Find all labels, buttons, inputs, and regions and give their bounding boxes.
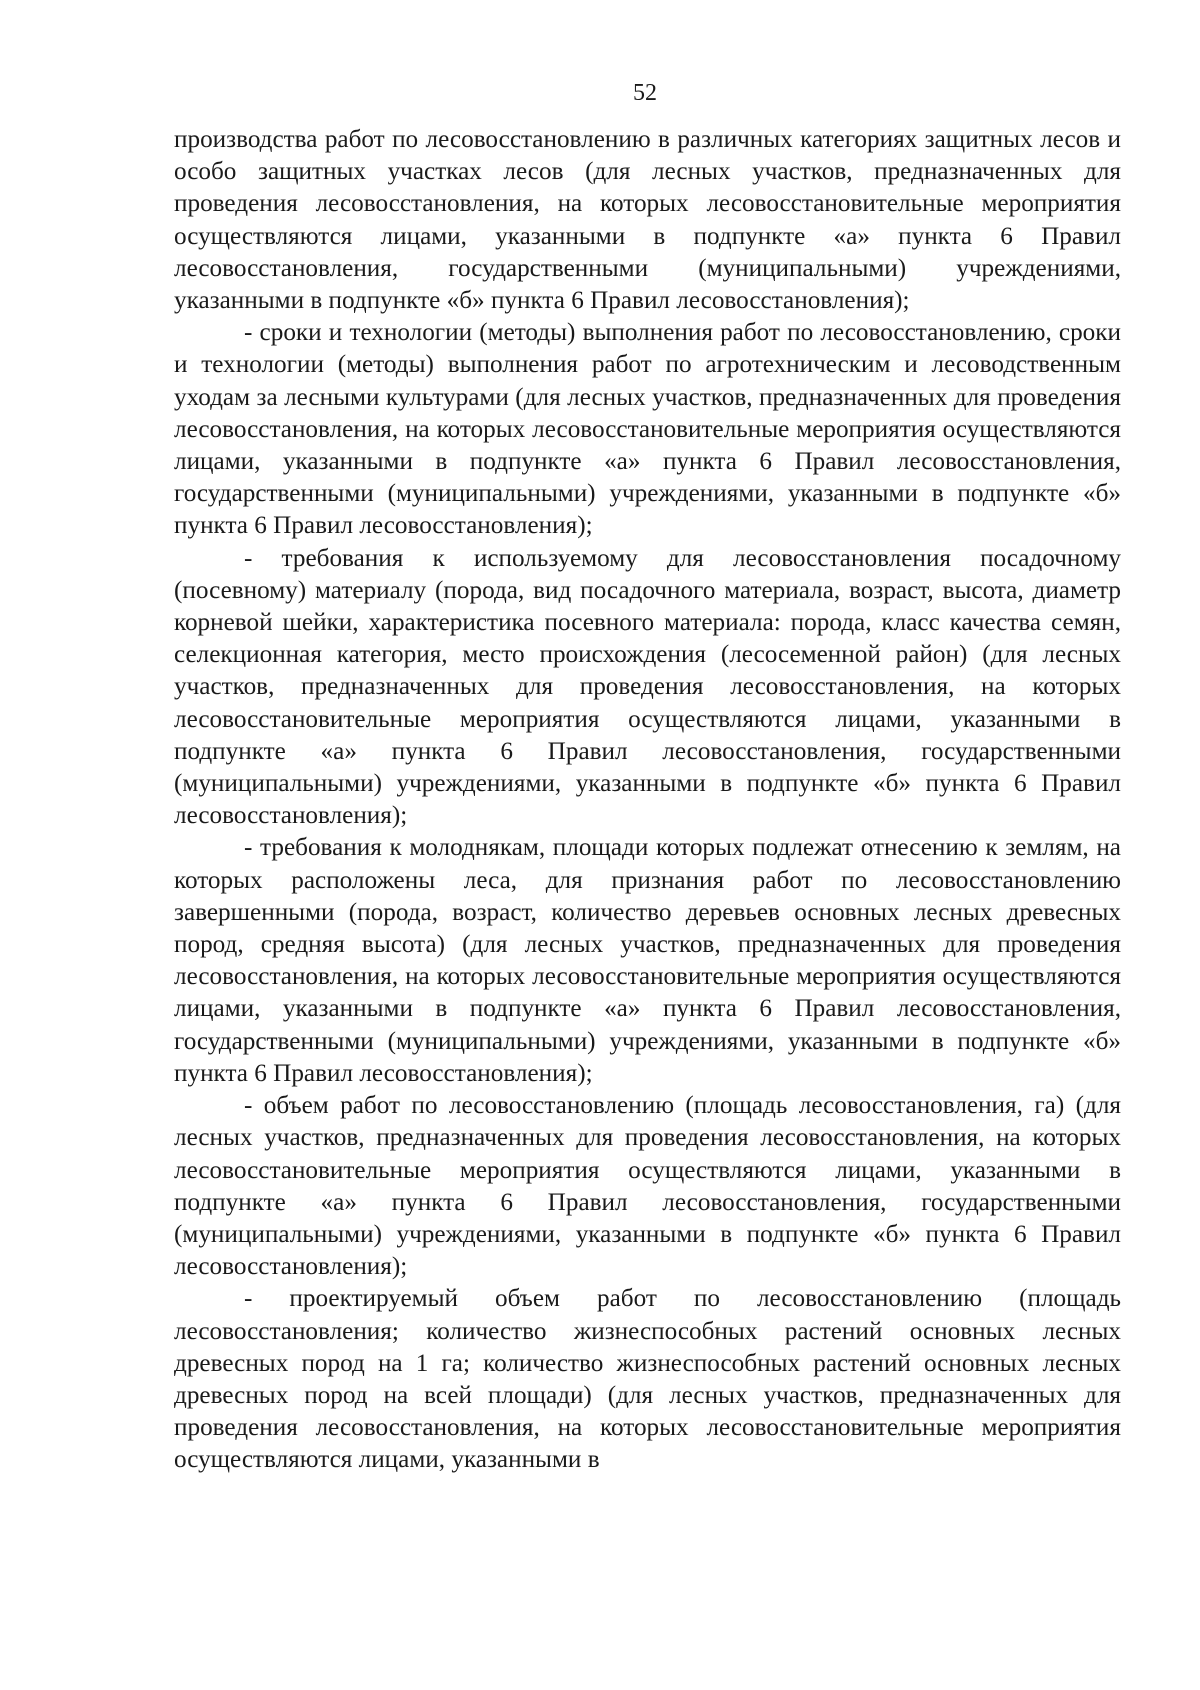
paragraph-planting-material-requirements: - требования к используемому для лесовосстановления посадочному (посевному) материалу (порода, вид посадочного материала, возраст, высота, диаметр корневой шейки, характеристика посевного материала: порода, класс качества семян, селекционная категория, место происхождения (лесосеменной район) (для лесных участков, предназначенных для проведения лесовосстановления, на которых лесовосстановительные мероприятия осуществляются лицами, указанными в подпункте «а» пункта 6 Правил лесовосстановления, государственными (муниципальными) учреждениями, указанными в подпункте «б» пункта 6 Правил лесовосстановления); xyxy=(174,544,1121,830)
document-body xyxy=(174,124,1121,1477)
paragraph-deadlines-technologies: - сроки и технологии (методы) выполнения работ по лесовосстановлению, сроки и технологии (методы) выполнения работ по агротехническим и лесоводственным уходам за лесными культурами (для лесных участков, предназначенных для проведения лесовосстановления, на которых лесовосстановительные мероприятия осуществляются лицами, указанными в подпункте «а» пункта 6 Правил лесовосстановления, государственными (муниципальными) учреждениями, указанными в подпункте «б» пункта 6 Правил лесовосстановления); xyxy=(174,319,1121,540)
paragraph-young-stand-requirements: - требования к молоднякам, площади которых подлежат отнесению к землям, на которых расположены леса, для признания работ по лесовосстановлению завершенными (порода, возраст, количество деревьев основных лесных древесных пород, средняя высота) (для лесных участков, предназначенных для проведения лесовосстановления, на которых лесовосстановительные мероприятия осуществляются лицами, указанными в подпункте «а» пункта 6 Правил лесовосстановления, государственными (муниципальными) учреждениями, указанными в подпункте «б» пункта 6 Правил лесовосстановления); xyxy=(174,834,1121,1087)
paragraph-continuation: производства работ по лесовосстановлению в различных категориях защитных лесов и особо защитных участках лесов (для лесных участков, предназначенных для проведения лесовосстановления, на которых лесовосстановительные мероприятия осуществляются лицами, указанными в подпункте «а» пункта 6 Правил лесовосстановления, государственными (муниципальными) учреждениями, указанными в подпункте «б» пункта 6 Правил лесовосстановления); xyxy=(174,126,1121,315)
paragraph-work-volume: - объем работ по лесовосстановлению (площадь лесовосстановления, га) (для лесных участков, предназначенных для проведения лесовосстановления, на которых лесовосстановительные мероприятия осуществляются лицами, указанными в подпункте «а» пункта 6 Правил лесовосстановления, государственными (муниципальными) учреждениями, указанными в подпункте «б» пункта 6 Правил лесовосстановления); xyxy=(174,1092,1121,1281)
page-number: 52 xyxy=(633,80,657,106)
paragraph-projected-work-volume: - проектируемый объем работ по лесовосстановлению (площадь лесовосстановления; количество жизнеспособных растений основных лесных древесных пород на 1 га; количество жизнеспособных растений основных лесных древесных пород на всей площади) (для лесных участков, предназначенных для проведения лесовосстановления, на которых лесовосстановительные мероприятия осуществляются лицами, указанными в xyxy=(174,1285,1121,1474)
